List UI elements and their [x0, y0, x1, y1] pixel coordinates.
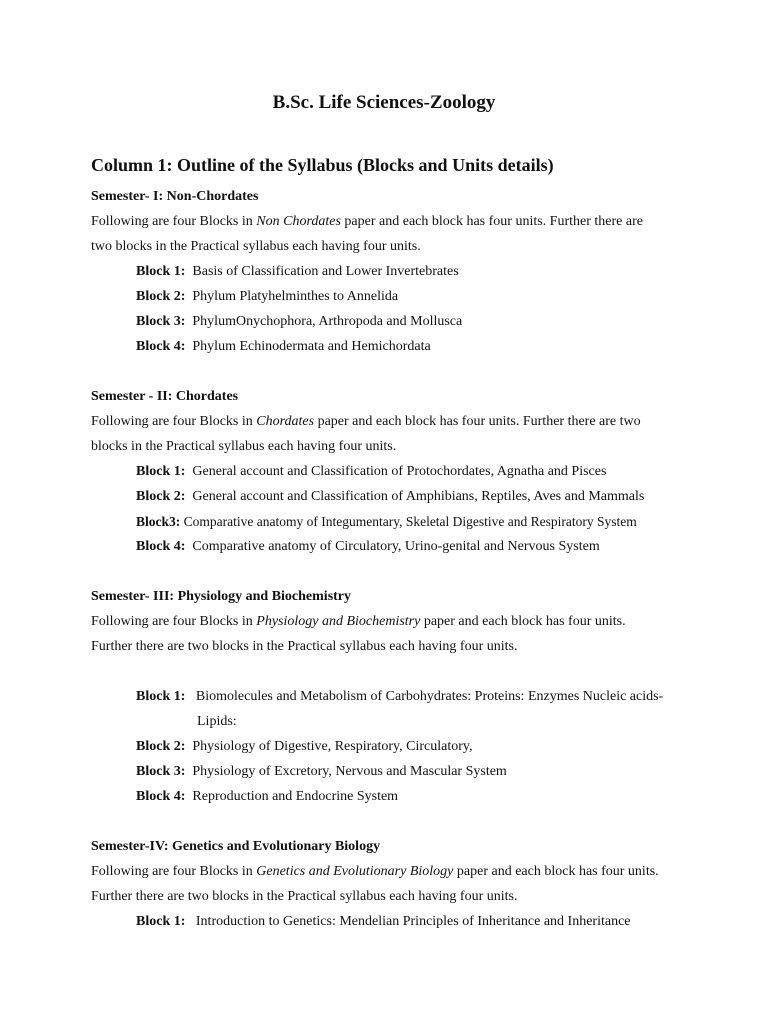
block-item: [136, 688, 663, 706]
paper-name: Genetics and Evolutionary Biology: [256, 864, 454, 879]
block-title: Reproduction and Endocrine System: [192, 789, 399, 804]
semester-1-heading: Semester- I: Non-Chordates: [91, 189, 259, 204]
block-label: Block 3:: [136, 314, 186, 329]
block-title: Biomolecules and Metabolism of Carbohydrates: Proteins: Enzymes Nucleic acids-: [195, 689, 664, 704]
block-item: [136, 788, 398, 806]
semester-4-intro: [91, 863, 659, 881]
block-item: [136, 313, 462, 331]
block-item: [136, 338, 431, 356]
block-title: General account and Classification of Amphibians, Reptiles, Aves and Mammals: [192, 489, 645, 504]
block-item: [136, 763, 507, 781]
semester-2-intro: [91, 413, 641, 431]
block-label: Block 4:: [136, 789, 186, 804]
paper-name: Non Chordates: [256, 214, 341, 229]
block-title-continued: Lipids:: [197, 714, 237, 729]
block-title: Introduction to Genetics: Mendelian Principles of Inheritance and Inheritance: [195, 914, 631, 929]
block-title: Physiology of Digestive, Respiratory, Circulatory,: [192, 739, 473, 754]
semester-1-intro: [91, 213, 643, 231]
semester-4-intro-line2: Further there are two blocks in the Practical syllabus each having four units.: [91, 889, 518, 904]
intro-text: paper and each block has four units.: [420, 614, 626, 629]
page-title: B.Sc. Life Sciences-Zoology: [272, 92, 496, 113]
semester-1-intro-line2: two blocks in the Practical syllabus each having four units.: [91, 239, 421, 254]
intro-text: paper and each block has four units. Further there are two: [314, 414, 641, 429]
semester-3-intro-line2: Further there are two blocks in the Practical syllabus each having four units.: [91, 639, 518, 654]
block-label: Block 1:: [136, 689, 186, 704]
block-label: Block 2:: [136, 489, 186, 504]
block-label: Block 2:: [136, 289, 186, 304]
block-title: Physiology of Excretory, Nervous and Mascular System: [192, 764, 507, 779]
paper-name: Chordates: [256, 414, 315, 429]
semester-2-intro-line2: blocks in the Practical syllabus each having four units.: [91, 439, 397, 454]
block-label: Block 1:: [136, 264, 186, 279]
block-item: [136, 513, 637, 531]
block-title: Basis of Classification and Lower Invertebrates: [192, 264, 459, 279]
block-label: Block 2:: [136, 739, 186, 754]
block-title: PhylumOnychophora, Arthropoda and Mollusca: [192, 314, 463, 329]
block-label: Block 1:: [136, 464, 186, 479]
intro-text: Following are four Blocks in: [91, 214, 257, 229]
block-item: [136, 263, 459, 281]
intro-text: Following are four Blocks in: [91, 614, 257, 629]
block-title: Comparative anatomy of Integumentary, Skeletal Digestive and Respiratory System: [183, 514, 637, 529]
block-item: [136, 463, 606, 481]
block-title: Phylum Platyhelminthes to Annelida: [192, 289, 399, 304]
column-heading: Column 1: Outline of the Syllabus (Blocks and Units details): [91, 155, 554, 175]
intro-text: paper and each block has four units.: [453, 864, 659, 879]
block-item: [136, 488, 644, 506]
block-label: Block 1:: [136, 914, 186, 929]
block-item: [136, 738, 472, 756]
semester-3-heading: Semester- III: Physiology and Biochemistry: [91, 589, 352, 604]
intro-text: Following are four Blocks in: [91, 864, 257, 879]
semester-3-intro: [91, 613, 626, 631]
block-label: Block 4:: [136, 539, 186, 554]
semester-4-heading: Semester-IV: Genetics and Evolutionary Biology: [91, 839, 381, 854]
block-title: Comparative anatomy of Circulatory, Urino-genital and Nervous System: [192, 539, 600, 554]
block-title: Phylum Echinodermata and Hemichordata: [192, 339, 431, 354]
semester-2-heading: Semester - II: Chordates: [91, 389, 239, 404]
block-item: [136, 913, 631, 931]
block-title: General account and Classification of Protochordates, Agnatha and Pisces: [192, 464, 607, 479]
paper-name: Physiology and Biochemistry: [256, 614, 421, 629]
block-item: [136, 538, 600, 556]
block-label: Block 3:: [136, 764, 186, 779]
intro-text: paper and each block has four units. Further there are: [340, 214, 643, 229]
block-item: [136, 288, 398, 306]
block-label: Block3:: [136, 514, 181, 529]
intro-text: Following are four Blocks in: [91, 414, 257, 429]
block-label: Block 4:: [136, 339, 186, 354]
